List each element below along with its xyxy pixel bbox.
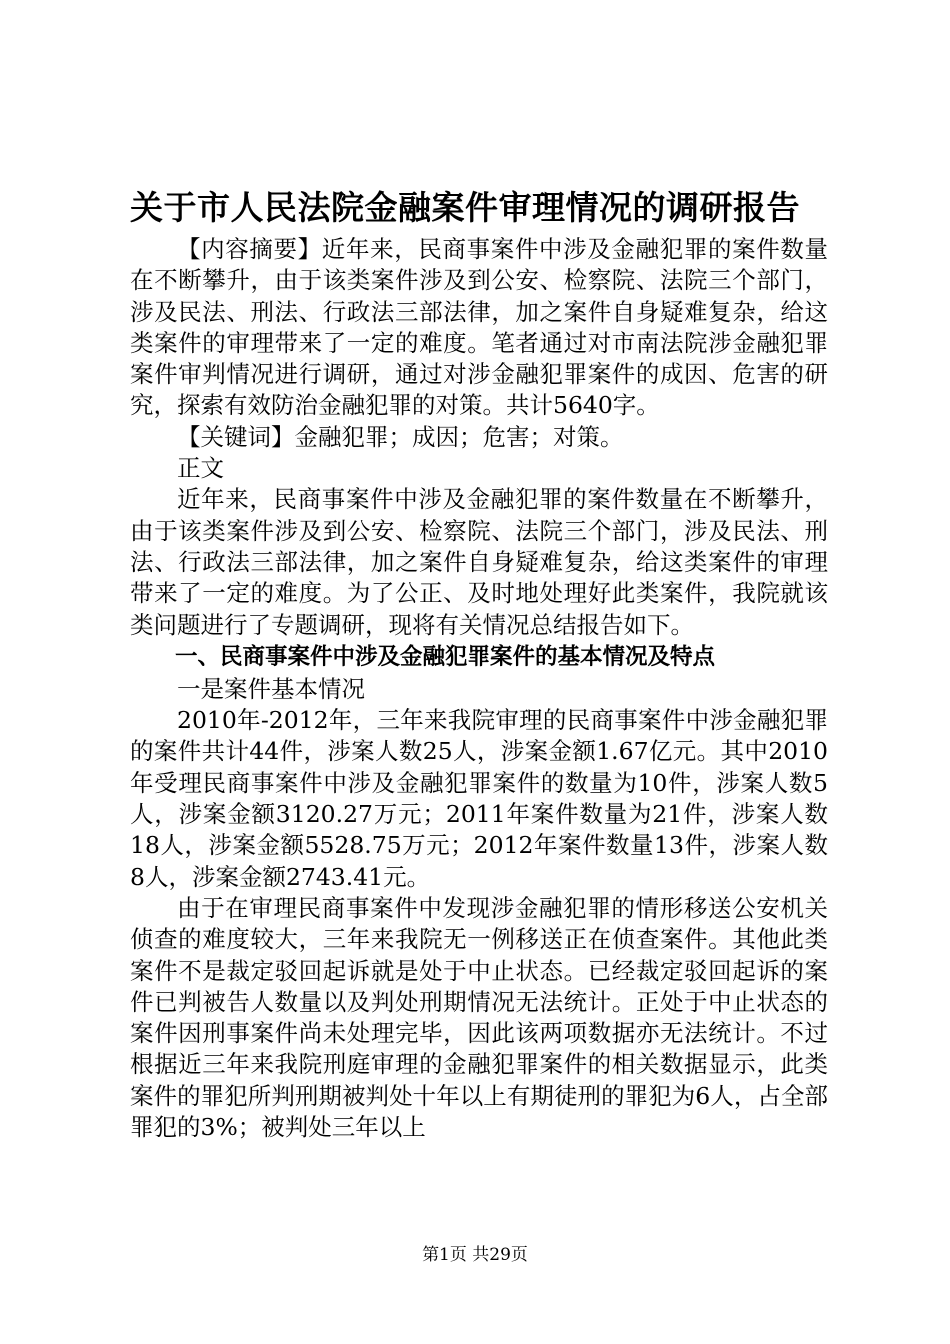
- abstract-paragraph: 【内容摘要】近年来，民商事案件中涉及金融犯罪的案件数量在不断攀升，由于该类案件涉及到公安、检察院、法院三个部门，涉及民法、刑法、行政法三部法律，加之案件自身疑难复杂，给这类案件的审理带来了一定的难度。笔者通过对市南法院涉金融犯罪案件审判情况进行调研，通过对涉金融犯罪案件的成因、危害的研究，探索有效防治金融犯罪的对策。共计5640字。: [130, 235, 828, 420]
- transfer-paragraph: 由于在审理民商事案件中发现涉金融犯罪的情形移送公安机关侦查的难度较大，三年来我院无一例移送正在侦查案件。其他此类案件不是裁定驳回起诉就是处于中止状态。已经裁定驳回起诉的案件已判被告人数量以及判处刑期情况无法统计。正处于中止状态的案件因刑事案件尚未处理完毕，因此该两项数据亦无法统计。不过根据近三年来我院刑庭审理的金融犯罪案件的相关数据显示，此类案件的罪犯所判刑期被判处十年以上有期徒刑的罪犯为6人，占全部罪犯的3%；被判处三年以上: [130, 893, 828, 1142]
- keywords-paragraph: 【关键词】金融犯罪；成因；危害；对策。: [177, 422, 624, 451]
- document-title: 关于市人民法院金融案件审理情况的调研报告: [130, 188, 800, 227]
- page-footer: 第1页 共29页: [422, 1245, 528, 1265]
- document-page: [130, 186, 828, 1143]
- body-label: 正文: [177, 454, 224, 483]
- intro-paragraph: 近年来，民商事案件中涉及金融犯罪的案件数量在不断攀升，由于该类案件涉及到公安、检察院、法院三个部门，涉及民法、刑法、行政法三部法律，加之案件自身疑难复杂，给这类案件的审理带来了一定的难度。为了公正、及时地处理好此类案件，我院就该类问题进行了专题调研，现将有关情况总结报告如下。: [130, 485, 828, 639]
- stats-paragraph: 2010年-2012年，三年来我院审理的民商事案件中涉金融犯罪的案件共计44件，涉案人数25人，涉案金额1.67亿元。其中2010年受理民商事案件中涉及金融犯罪案件的数量为10件，涉案人数5人，涉案金额3120.27万元；2011年案件数量为21件，涉案人数18人，涉案金额5528.75万元；2012年案件数量13件，涉案人数8人，涉案金额2743.41元。: [130, 706, 828, 891]
- section-heading: 一、民商事案件中涉及金融犯罪案件的基本情况及特点: [175, 643, 716, 670]
- subsection-heading: 一是案件基本情况: [177, 674, 365, 703]
